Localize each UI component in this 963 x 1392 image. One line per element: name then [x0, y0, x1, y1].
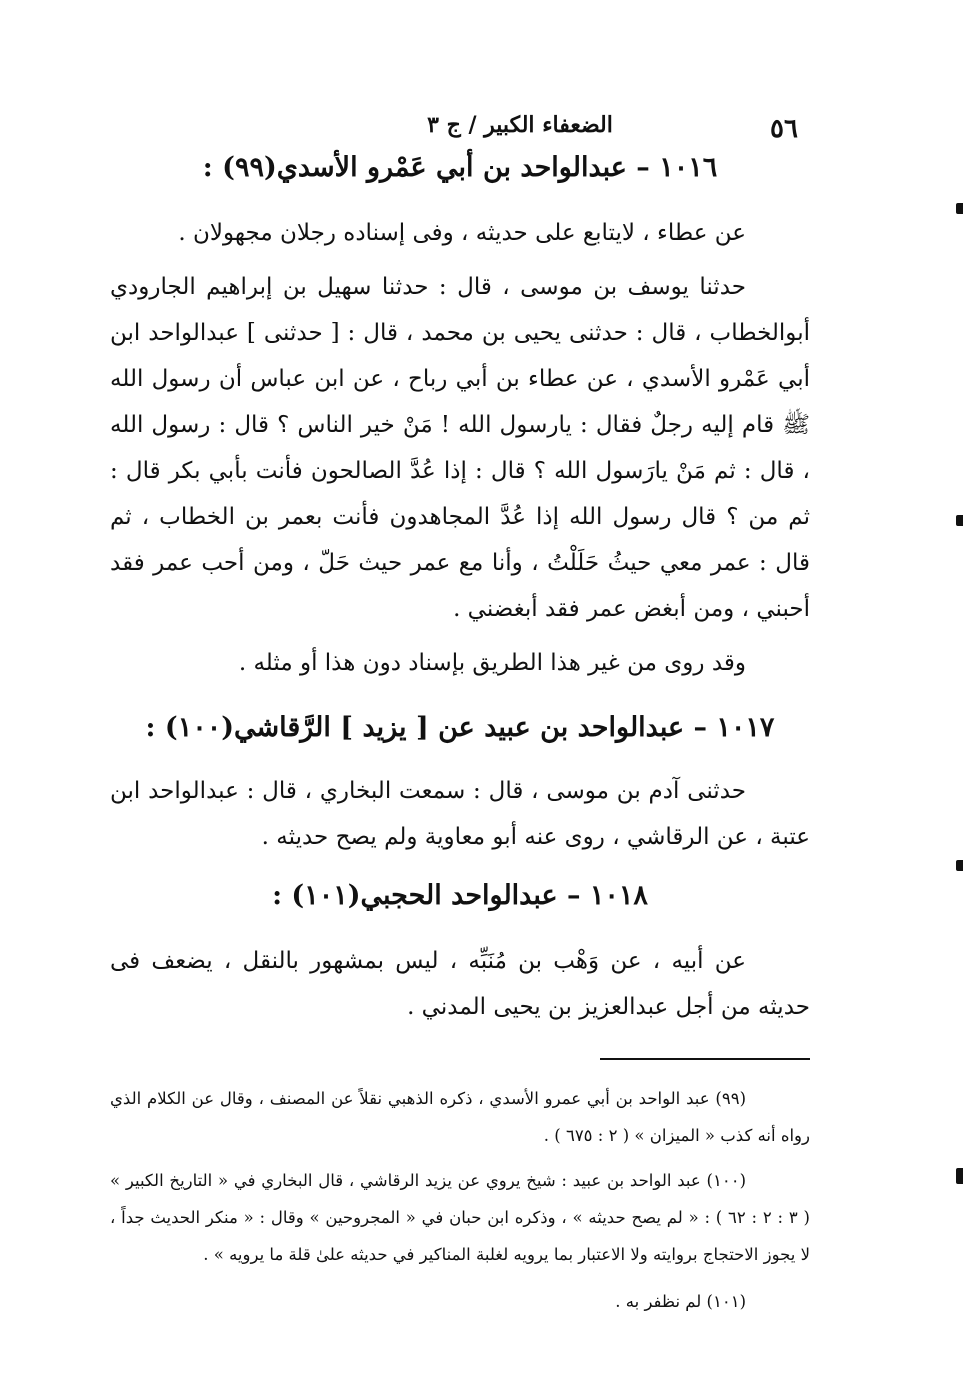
entry-1017-paragraph-1: حدثنى آدم بن موسى ، قال : سمعت البخاري ، قال : عبدالواحد ابن عتبة ، عن الرقاشي ، روى عنه أبو معاوية ولم يصح حديثه . [110, 778, 810, 850]
entry-1016-paragraph-1: عن عطاء ، لايتابع على حديثه ، وفى إسناده رجلان مجهولان . [178, 220, 746, 246]
footnote-99: (٩٩) عبد الواحد بن أبي عمرو الأسدي ، ذكره الذهبي نقلاً عن المصنف ، وقال عن الكلام الذي رواه أنه كذب « الميزان » ( ٢ : ٦٧٥ ) . [110, 1089, 810, 1145]
scan-edge-mark [956, 860, 963, 871]
running-header [110, 112, 810, 146]
entry-1016-paragraph-3: وقد روى من غير هذا الطريق بإسناد دون هذا أو مثله . [238, 650, 746, 676]
scan-edge-mark [956, 1168, 963, 1184]
entry-1016-paragraph-2: حدثنا يوسف بن موسى ، قال : حدثنا سهيل بن إبراهيم الجارودي أبوالخطاب ، قال : حدثنى يحيى بن محمد ، قال : [ حدثنى ] عبدالواحد ابن أبي عَمْرو الأسدي ، عن عطاء بن أبي رباح ، عن ابن عباس أن رسول الله ﷺ قام إليه رجلٌ فقال : يارسول الله ! مَنْ خير الناس ؟ قال : رسول الله ، قال : ثم مَنْ يارَسول الله ؟ قال : إذا عُدَّ الصالحون فأنت بأبي بكر قال : ثم من ؟ قال رسول الله إذا عُدَّ المجاهدون فأنت بعمر بن الخطاب ، ثم قال : عمر معي حيثُ حَلَلْتُ ، وأنا مع عمر حيث حَلّ ، ومن أحب عمر فقد أحبني ، ومن أبغض عمر فقد أبغضني . [110, 274, 810, 622]
page-number: ٥٦ [770, 114, 798, 144]
entry-heading-1016: ١٠١٦ – عبدالواحد بن أبي عَمْرو الأسدي(٩٩) : [202, 152, 718, 183]
footnote-100: (١٠٠) عبد الواحد بن عبيد : شيخ يروي عن يزيد الرقاشي ، قال البخاري في « التاريخ الكبير » ( ٣ : ٢ : ٦٢ ) : « لم يصح حديثه » ، وذكره ابن حبان في « المجروحين » وقال : « منكر الحديث جداً ، لا يجوز الاحتجاج بروايته ولا الاعتبار بما يرويه لغلبة المناكير في حديثه علىٰ قلة ما يرويه » . [110, 1171, 810, 1264]
entry-heading-1017: ١٠١٧ – عبدالواحد بن عبيد عن [ يزيد ] الرَّقاشي(١٠٠) : [145, 712, 775, 743]
scan-edge-mark [956, 515, 963, 526]
footnote-101: (١٠١) لم نظفر به . [615, 1292, 746, 1311]
scan-edge-mark [956, 203, 963, 214]
entry-heading-1018: ١٠١٨ – عبدالواحد الحجبي(١٠١) : [272, 880, 648, 911]
entry-1018-paragraph-1: عن أبيه ، عن وَهْب بن مُنَبِّه ، ليس بمشهور بالنقل ، يضعف فى حديثه من أجل عبدالعزيز بن يحيى المدني . [110, 948, 810, 1020]
book-title: الضعفاء الكبير / ج ٣ [427, 112, 613, 138]
footnote-separator [600, 1058, 810, 1060]
